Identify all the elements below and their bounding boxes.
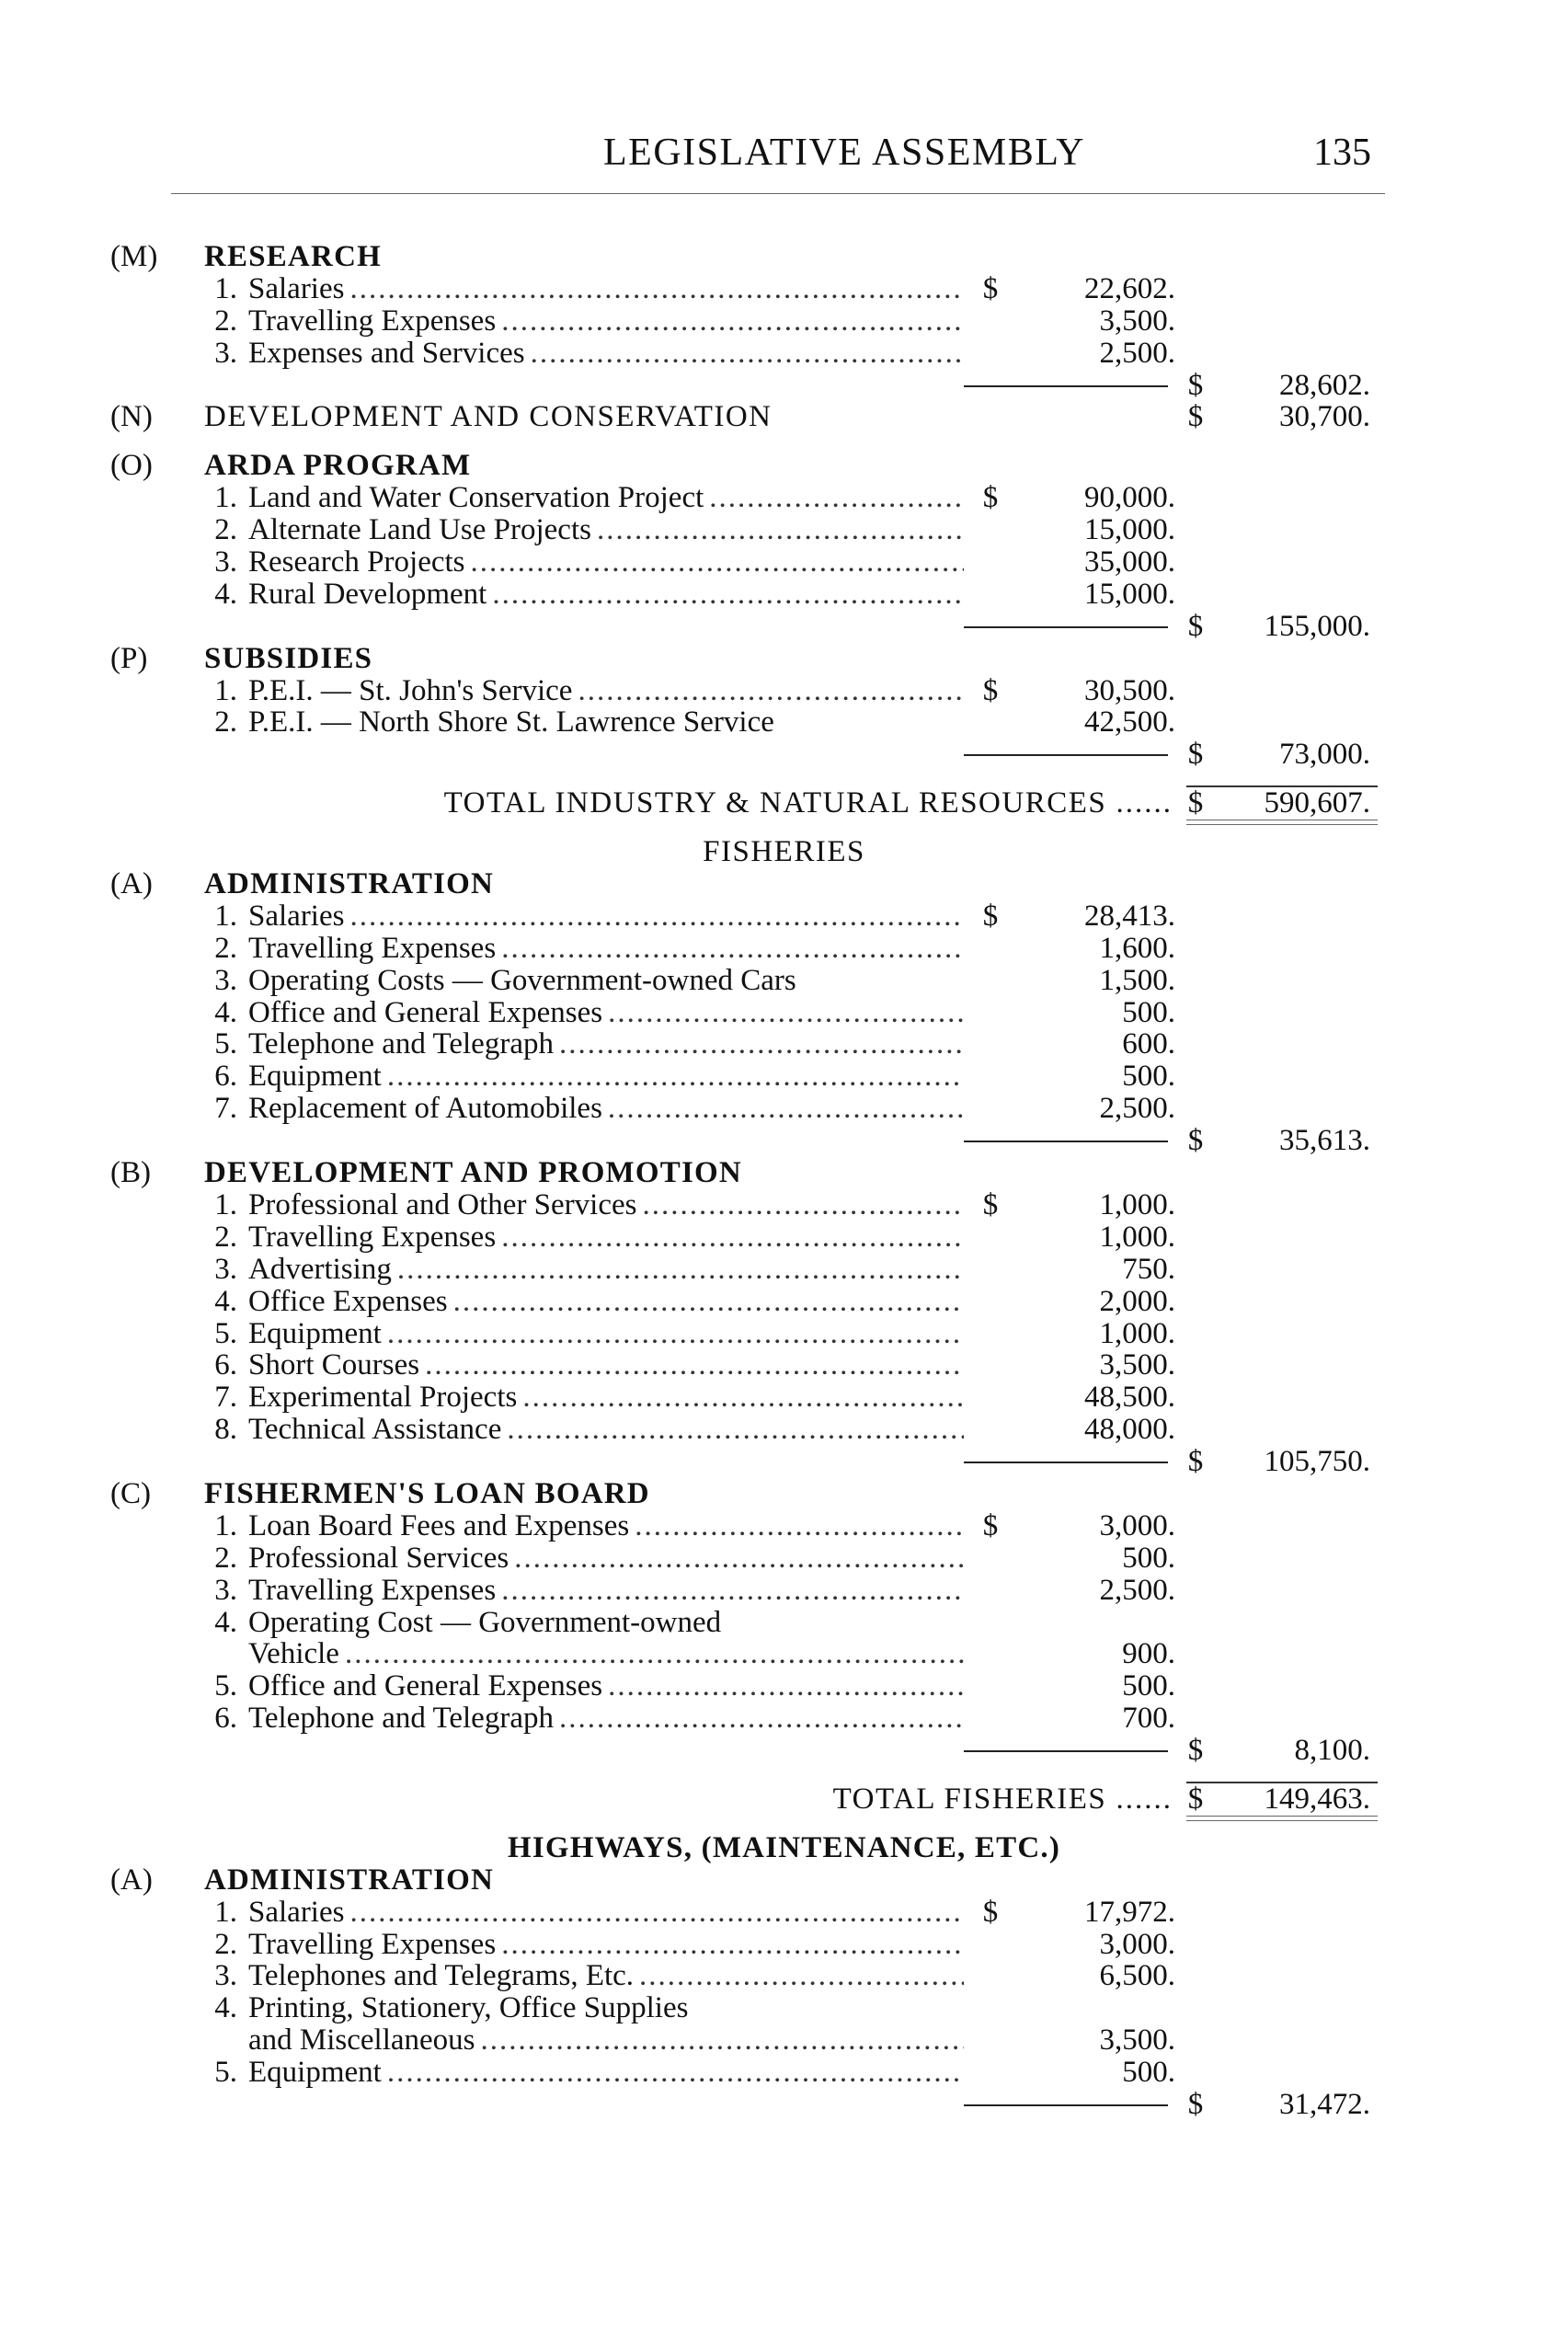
row-subtotal <box>0 2089 1568 2121</box>
item-label: Office Expenses <box>248 1284 448 1318</box>
item-label: Replacement of Automobiles <box>248 1092 602 1126</box>
item-label-line <box>248 1638 964 1670</box>
double-rule <box>1186 820 1378 825</box>
item-label-line <box>248 1189 964 1221</box>
row-subtotal <box>0 1446 1568 1478</box>
item-label-line <box>248 2057 964 2089</box>
row-item <box>0 706 1568 739</box>
row-plain <box>0 401 1568 433</box>
item-amount: 28,413. <box>1084 899 1175 933</box>
section-title: RESEARCH <box>204 240 382 273</box>
item-label-line <box>248 933 964 965</box>
section-total: 30,700. <box>1279 400 1370 434</box>
leader-dots: ...... <box>1106 1782 1173 1816</box>
item-amount: 2,000. <box>1099 1284 1175 1318</box>
item-number: 7. <box>214 1092 237 1126</box>
item-label-line <box>248 1221 964 1254</box>
leader-dots <box>492 579 964 611</box>
section-code: (O) <box>110 449 153 483</box>
row-item <box>0 1702 1568 1735</box>
item-amount: 600. <box>1122 1027 1175 1061</box>
item-number: 3. <box>214 1959 237 1993</box>
grand-total-amount: 149,463. <box>1264 1782 1370 1816</box>
item-label-line <box>248 900 964 933</box>
item-label-line <box>248 1381 964 1414</box>
currency-sign: $ <box>982 1508 999 1542</box>
section-title: ADMINISTRATION <box>204 867 495 901</box>
row-item <box>0 338 1568 370</box>
item-amount: 700. <box>1122 1702 1175 1736</box>
leader-dots <box>639 1960 964 1992</box>
header-rule <box>171 193 1385 194</box>
item-amount: 3,000. <box>1099 1508 1175 1542</box>
item-label-line <box>248 2024 964 2057</box>
item-amount: 500. <box>1122 1669 1175 1703</box>
page-number: 135 <box>1313 132 1371 174</box>
item-label-line <box>248 1960 964 1992</box>
item-amount: 500. <box>1122 2056 1175 2090</box>
row-item <box>0 1929 1568 1961</box>
item-number: 1. <box>214 1187 237 1221</box>
item-amount: 1,000. <box>1099 1316 1175 1350</box>
leader-dots <box>349 1897 964 1929</box>
item-label: Salaries <box>248 1895 345 1929</box>
leader-dots <box>453 1286 964 1318</box>
item-label-line <box>248 514 964 546</box>
item-amount: 48,000. <box>1084 1413 1175 1447</box>
item-number: 8. <box>214 1413 237 1447</box>
item-amount: 3,500. <box>1099 1348 1175 1382</box>
leader-dots <box>501 1575 964 1607</box>
leader-dots <box>578 675 964 707</box>
subtotal-rule <box>964 2104 1168 2106</box>
currency-sign: $ <box>1187 368 1204 402</box>
item-label-line <box>248 1414 964 1446</box>
item-label-line <box>248 706 964 739</box>
subtotal-rule <box>964 754 1168 756</box>
item-number: 4. <box>214 995 237 1029</box>
row-item <box>0 514 1568 546</box>
subtotal-amount: 35,613. <box>1279 1124 1370 1158</box>
row-item <box>0 1542 1568 1575</box>
currency-sign: $ <box>1187 738 1204 772</box>
row-header <box>0 1157 1568 1189</box>
leader-dots <box>481 2024 964 2057</box>
section-title: FISHERMEN'S LOAN BOARD <box>204 1476 650 1510</box>
item-label: P.E.I. — North Shore St. Lawrence Service <box>248 705 774 739</box>
subtotal-rule <box>964 626 1168 628</box>
row-item <box>0 1897 1568 1929</box>
currency-sign: $ <box>982 899 999 933</box>
row-header <box>0 1478 1568 1510</box>
row-item <box>0 273 1568 305</box>
item-label: Professional and Other Services <box>248 1187 637 1221</box>
leader-dots <box>531 338 964 370</box>
leader-dots <box>501 1221 964 1254</box>
row-item <box>0 305 1568 338</box>
item-number: 5. <box>214 1027 237 1061</box>
item-label: Telephone and Telegraph <box>248 1027 554 1061</box>
row-subtotal <box>0 370 1568 402</box>
row-subtotal <box>0 739 1568 771</box>
item-number: 7. <box>214 1381 237 1415</box>
item-label-line <box>248 997 964 1029</box>
row-item <box>0 933 1568 965</box>
row-item <box>0 900 1568 933</box>
item-label: Telephone and Telegraph <box>248 1702 554 1736</box>
leader-dots <box>559 1702 964 1735</box>
item-amount: 42,500. <box>1084 705 1175 739</box>
section-title: DEVELOPMENT AND PROMOTION <box>204 1156 742 1190</box>
item-label-line <box>248 1575 964 1607</box>
item-label-line <box>248 546 964 579</box>
estimates-table <box>0 241 1568 2121</box>
item-label: Equipment <box>248 1316 382 1350</box>
item-label: Office and General Expenses <box>248 1669 603 1703</box>
section-code: (A) <box>110 867 153 901</box>
item-label: Land and Water Conservation Project <box>248 481 704 515</box>
item-label-line <box>248 1929 964 1961</box>
row-center <box>0 836 1568 868</box>
item-amount: 2,500. <box>1099 1092 1175 1126</box>
row-item <box>0 997 1568 1029</box>
leader-dots <box>635 1510 964 1542</box>
subtotal-amount: 155,000. <box>1264 609 1370 643</box>
item-label-line <box>248 1510 964 1542</box>
item-label-line <box>248 1093 964 1125</box>
item-number: 2. <box>214 1541 237 1575</box>
row-item <box>0 1381 1568 1414</box>
section-code: (A) <box>110 1863 153 1897</box>
item-label-line <box>248 1286 964 1318</box>
item-label: Operating Cost — Government-owned <box>248 1605 722 1639</box>
currency-sign: $ <box>1187 1445 1204 1479</box>
item-number: 3. <box>214 963 237 997</box>
item-label: Advertising <box>248 1252 392 1286</box>
item-number: 2. <box>214 1220 237 1254</box>
running-head: LEGISLATIVE ASSEMBLY <box>603 132 1085 174</box>
item-amount: 15,000. <box>1084 513 1175 547</box>
item-amount: 30,500. <box>1084 673 1175 707</box>
row-header <box>0 450 1568 482</box>
item-number: 2. <box>214 304 237 338</box>
item-number: 4. <box>214 1605 237 1639</box>
section-code: (B) <box>110 1156 151 1190</box>
item-number: 6. <box>214 1702 237 1736</box>
subtotal-amount: 105,750. <box>1264 1445 1370 1479</box>
item-amount: 3,500. <box>1099 2023 1175 2058</box>
item-number: 2. <box>214 931 237 965</box>
item-label: Travelling Expenses <box>248 1573 497 1607</box>
item-label: Vehicle <box>248 1637 339 1671</box>
leader-dots <box>597 514 964 546</box>
section-code: (C) <box>110 1476 151 1510</box>
item-label-line <box>248 579 964 611</box>
item-amount: 48,500. <box>1084 1381 1175 1415</box>
item-number: 1. <box>214 1508 237 1542</box>
item-amount: 3,500. <box>1099 304 1175 338</box>
item-label-line <box>248 1349 964 1381</box>
row-item <box>0 1607 1568 1639</box>
row-item <box>0 1060 1568 1093</box>
item-label-line <box>248 1028 964 1060</box>
item-amount: 900. <box>1122 1637 1175 1671</box>
item-label: Experimental Projects <box>248 1381 518 1415</box>
currency-sign: $ <box>982 1187 999 1221</box>
item-number: 6. <box>214 1348 237 1382</box>
item-amount: 6,500. <box>1099 1959 1175 1993</box>
item-label: Printing, Stationery, Office Supplies <box>248 1991 689 2025</box>
row-header <box>0 868 1568 900</box>
row-subtotal <box>0 1125 1568 1157</box>
row-subtotal <box>0 611 1568 643</box>
subtotal-amount: 31,472. <box>1279 2087 1370 2121</box>
section-code: (N) <box>110 400 153 434</box>
leader-dots <box>397 1254 964 1286</box>
currency-sign: $ <box>982 673 999 707</box>
item-label: Alternate Land Use Projects <box>248 513 591 547</box>
currency-sign: $ <box>1187 1124 1204 1158</box>
subtotal-rule <box>964 385 1168 387</box>
section-title: DEVELOPMENT AND CONSERVATION <box>204 400 773 434</box>
subtotal-rule <box>964 1141 1168 1142</box>
section-code: (M) <box>110 240 158 273</box>
leader-dots <box>387 2057 964 2089</box>
item-number: 5. <box>214 1669 237 1703</box>
row-header <box>0 241 1568 273</box>
row-center <box>0 1832 1568 1864</box>
currency-sign: $ <box>1187 400 1204 434</box>
item-label-line <box>248 965 964 997</box>
item-label: Short Courses <box>248 1348 420 1382</box>
row-header <box>0 643 1568 675</box>
item-label-line <box>248 482 964 514</box>
item-amount: 35,000. <box>1084 545 1175 579</box>
item-label: Expenses and Services <box>248 336 525 370</box>
item-label-line <box>248 1607 964 1639</box>
item-label: and Miscellaneous <box>248 2023 475 2058</box>
item-amount: 3,000. <box>1099 1927 1175 1961</box>
item-number: 3. <box>214 545 237 579</box>
leader-dots <box>471 546 965 579</box>
row-item <box>0 1189 1568 1221</box>
double-rule <box>1186 1816 1378 1821</box>
item-amount: 500. <box>1122 995 1175 1029</box>
item-label: Travelling Expenses <box>248 1220 497 1254</box>
currency-sign: $ <box>982 1895 999 1929</box>
item-number: 4. <box>214 1991 237 2025</box>
item-number: 4. <box>214 577 237 611</box>
item-label-line <box>248 305 964 338</box>
leader-dots <box>387 1318 964 1350</box>
row-item <box>0 482 1568 514</box>
item-label-line <box>248 1542 964 1575</box>
currency-sign: $ <box>982 481 999 515</box>
currency-sign: $ <box>1187 1782 1204 1816</box>
leader-dots <box>559 1028 964 1060</box>
currency-sign: $ <box>1187 609 1204 643</box>
row-item <box>0 675 1568 707</box>
grand-total-amount: 590,607. <box>1264 786 1370 820</box>
item-amount: 750. <box>1122 1252 1175 1286</box>
row-total <box>0 787 1568 820</box>
item-number: 2. <box>214 1927 237 1961</box>
total-label <box>212 1783 1173 1816</box>
row-item <box>0 1960 1568 1992</box>
leader-dots <box>507 1414 964 1446</box>
item-label: Equipment <box>248 2056 382 2090</box>
leader-dots <box>425 1349 964 1381</box>
item-label-line <box>248 1702 964 1735</box>
subtotal-amount: 73,000. <box>1279 738 1370 772</box>
item-number: 1. <box>214 899 237 933</box>
row-item <box>0 1992 1568 2024</box>
item-amount: 1,600. <box>1099 931 1175 965</box>
subtotal-amount: 8,100. <box>1294 1734 1370 1768</box>
section-heading: FISHERIES <box>703 835 865 869</box>
row-item <box>0 579 1568 611</box>
currency-sign: $ <box>1187 2087 1204 2121</box>
item-label-line <box>248 1060 964 1093</box>
currency-sign: $ <box>1187 786 1204 820</box>
item-amount: 2,500. <box>1099 336 1175 370</box>
total-label <box>212 787 1173 820</box>
leader-dots <box>608 997 964 1029</box>
row-item <box>0 2024 1568 2057</box>
row-item <box>0 2057 1568 2089</box>
item-label: Loan Board Fees and Expenses <box>248 1508 630 1542</box>
leader-dots <box>349 273 964 305</box>
leader-dots <box>514 1542 964 1575</box>
item-amount: 22,602. <box>1084 271 1175 305</box>
item-amount: 15,000. <box>1084 577 1175 611</box>
item-number: 4. <box>214 1284 237 1318</box>
row-item <box>0 1028 1568 1060</box>
page-header <box>0 131 1568 177</box>
row-item <box>0 1575 1568 1607</box>
item-label: Travelling Expenses <box>248 931 497 965</box>
section-code: (P) <box>110 641 148 675</box>
item-amount: 2,500. <box>1099 1573 1175 1607</box>
item-number: 1. <box>214 1895 237 1929</box>
row-item <box>0 1638 1568 1670</box>
item-label: Travelling Expenses <box>248 304 497 338</box>
item-number: 2. <box>214 705 237 739</box>
leader-dots <box>345 1638 964 1670</box>
currency-sign: $ <box>982 271 999 305</box>
leader-dots <box>349 900 964 933</box>
item-label-line <box>248 675 964 707</box>
item-label: Technical Assistance <box>248 1413 502 1447</box>
leader-dots <box>642 1189 964 1221</box>
leader-dots <box>608 1093 964 1125</box>
item-label: Telephones and Telegrams, Etc. <box>248 1959 635 1993</box>
total-label-text: TOTAL FISHERIES <box>832 1782 1107 1816</box>
item-amount: 1,500. <box>1099 963 1175 997</box>
item-number: 6. <box>214 1060 237 1094</box>
item-number: 2. <box>214 513 237 547</box>
item-label: P.E.I. — St. John's Service <box>248 673 573 707</box>
row-item <box>0 1414 1568 1446</box>
item-label-line <box>248 1992 964 2024</box>
item-amount: 1,000. <box>1099 1187 1175 1221</box>
row-total <box>0 1783 1568 1816</box>
section-title: ADMINISTRATION <box>204 1863 495 1897</box>
item-amount: 1,000. <box>1099 1220 1175 1254</box>
row-item <box>0 1670 1568 1702</box>
row-item <box>0 1286 1568 1318</box>
leader-dots <box>501 305 964 338</box>
item-label: Salaries <box>248 899 345 933</box>
item-label-line <box>248 1670 964 1702</box>
row-header <box>0 1864 1568 1897</box>
row-item <box>0 1093 1568 1125</box>
leader-dots <box>387 1060 964 1093</box>
item-amount: 500. <box>1122 1541 1175 1575</box>
item-number: 1. <box>214 271 237 305</box>
item-label: Research Projects <box>248 545 465 579</box>
item-amount: 17,972. <box>1084 1895 1175 1929</box>
leader-dots <box>709 482 964 514</box>
item-label: Professional Services <box>248 1541 509 1575</box>
item-number: 5. <box>214 1316 237 1350</box>
item-number: 3. <box>214 1252 237 1286</box>
item-amount: 500. <box>1122 1060 1175 1094</box>
item-number: 1. <box>214 673 237 707</box>
leader-dots <box>608 1670 964 1702</box>
subtotal-rule <box>964 1750 1168 1752</box>
currency-sign: $ <box>1187 1734 1204 1768</box>
item-amount: 90,000. <box>1084 481 1175 515</box>
item-number: 3. <box>214 1573 237 1607</box>
leader-dots <box>522 1381 964 1414</box>
row-item <box>0 546 1568 579</box>
item-label-line <box>248 273 964 305</box>
total-label-text: TOTAL INDUSTRY & NATURAL RESOURCES <box>443 786 1107 820</box>
item-label: Operating Costs — Government-owned Cars <box>248 963 796 997</box>
item-label: Rural Development <box>248 577 487 611</box>
item-number: 1. <box>214 481 237 515</box>
row-item <box>0 1318 1568 1350</box>
item-label: Salaries <box>248 271 345 305</box>
section-title: SUBSIDIES <box>204 641 373 675</box>
subtotal-amount: 28,602. <box>1279 368 1370 402</box>
item-number: 5. <box>214 2056 237 2090</box>
item-number: 3. <box>214 336 237 370</box>
item-label-line <box>248 1897 964 1929</box>
leader-dots <box>501 933 964 965</box>
item-label: Equipment <box>248 1060 382 1094</box>
row-item <box>0 1221 1568 1254</box>
row-item <box>0 965 1568 997</box>
row-subtotal <box>0 1735 1568 1767</box>
item-label-line <box>248 1318 964 1350</box>
item-label-line <box>248 338 964 370</box>
row-item <box>0 1349 1568 1381</box>
leader-dots: ...... <box>1106 786 1173 820</box>
row-item <box>0 1254 1568 1286</box>
section-heading: HIGHWAYS, (MAINTENANCE, ETC.) <box>507 1830 1061 1864</box>
item-label: Office and General Expenses <box>248 995 603 1029</box>
row-item <box>0 1510 1568 1542</box>
section-title: ARDA PROGRAM <box>204 449 472 483</box>
item-label: Travelling Expenses <box>248 1927 497 1961</box>
subtotal-rule <box>964 1462 1168 1463</box>
item-label-line <box>248 1254 964 1286</box>
leader-dots <box>501 1929 964 1961</box>
